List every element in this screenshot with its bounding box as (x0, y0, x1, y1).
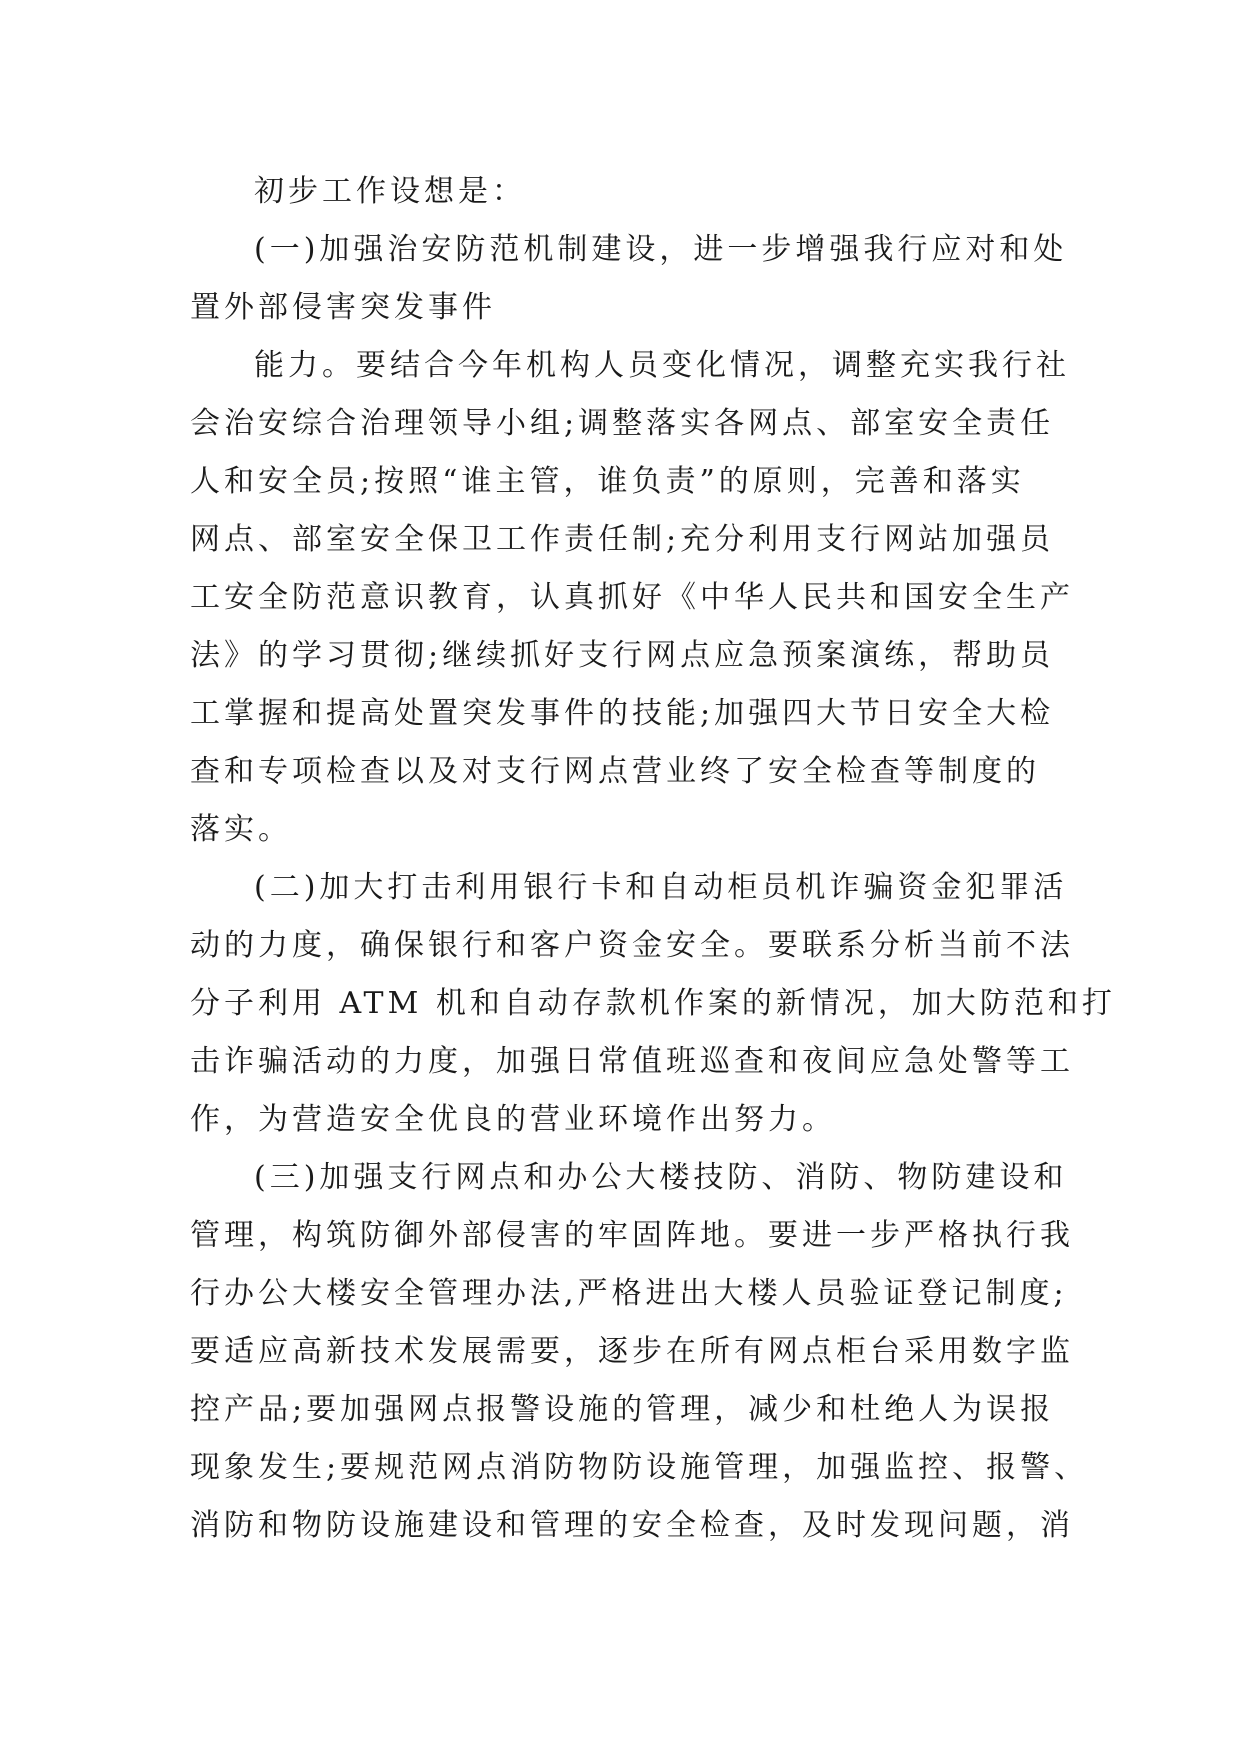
text-line: 消防和物防设施建设和管理的安全检查，及时发现问题，消 (190, 1508, 1074, 1543)
text-line: 工掌握和提高处置突发事件的技能;加强四大节日安全大检 (190, 696, 1055, 731)
text-line: 分子利用 ATM 机和自动存款机作案的新情况，加大防范和打 (190, 986, 1116, 1021)
text-line: (三)加强支行网点和办公大楼技防、消防、物防建设和 (254, 1160, 1068, 1195)
text-line: 网点、部室安全保卫工作责任制;充分利用支行网站加强员 (190, 522, 1055, 557)
text-line: 控产品;要加强网点报警设施的管理，减少和杜绝人为误报 (190, 1392, 1055, 1427)
text-line: 人和安全员;按照“谁主管，谁负责”的原则，完善和落实 (190, 464, 1025, 499)
text-line: 作，为营造安全优良的营业环境作出努力。 (190, 1102, 836, 1137)
text-line: (二)加大打击利用银行卡和自动柜员机诈骗资金犯罪活 (254, 870, 1068, 905)
text-line: 要适应高新技术发展需要，逐步在所有网点柜台采用数字监 (190, 1334, 1074, 1369)
text-line: 工安全防范意识教育，认真抓好《中华人民共和国安全生产 (190, 580, 1074, 615)
text-line: 查和专项检查以及对支行网点营业终了安全检查等制度的 (190, 754, 1040, 789)
text-line: 落实。 (190, 812, 292, 847)
text-line: 置外部侵害突发事件 (190, 290, 496, 325)
text-line: (一)加强治安防范机制建设，进一步增强我行应对和处 (254, 232, 1068, 267)
text-line: 动的力度，确保银行和客户资金安全。要联系分析当前不法 (190, 928, 1074, 963)
text-line: 行办公大楼安全管理办法,严格进出大楼人员验证登记制度; (190, 1276, 1068, 1311)
text-line: 初步工作设想是： (254, 174, 526, 209)
text-line: 能力。要结合今年机构人员变化情况，调整充实我行社 (254, 348, 1070, 383)
text-line: 击诈骗活动的力度，加强日常值班巡查和夜间应急处警等工 (190, 1044, 1074, 1079)
text-line: 法》的学习贯彻;继续抓好支行网点应急预案演练，帮助员 (190, 638, 1055, 673)
text-line: 现象发生;要规范网点消防物防设施管理，加强监控、报警、 (190, 1450, 1089, 1485)
text-line: 管理，构筑防御外部侵害的牢固阵地。要进一步严格执行我 (190, 1218, 1074, 1253)
body-text (190, 163, 1116, 1555)
text-line: 会治安综合治理领导小组;调整落实各网点、部室安全责任 (190, 406, 1055, 441)
